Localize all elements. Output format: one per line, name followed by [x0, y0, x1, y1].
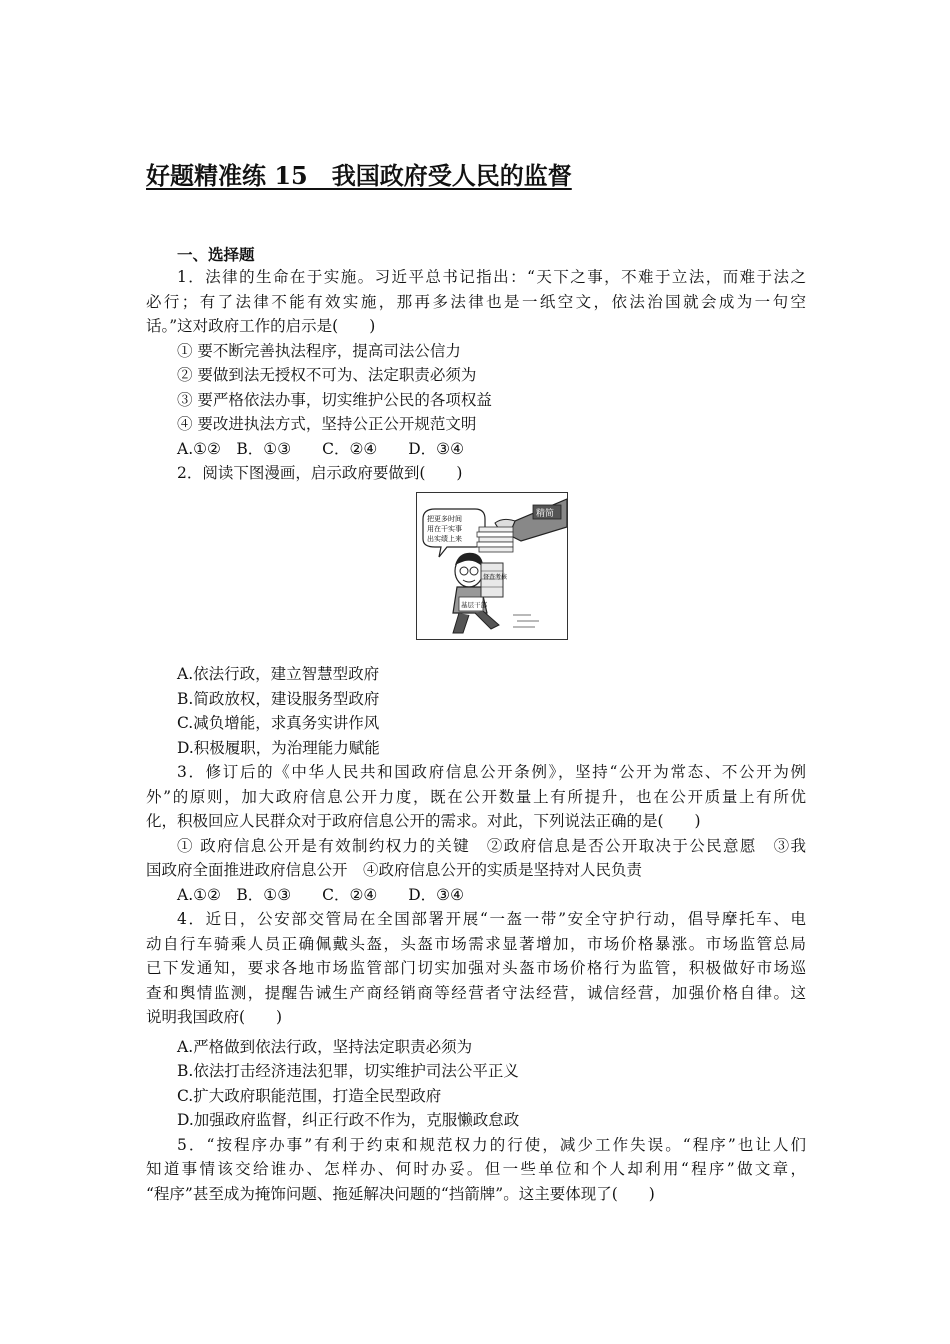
- page-title: 好题精准练 15 我国政府受人民的监督: [146, 161, 572, 190]
- q2-option-a: A.依法行政，建立智慧型政府: [177, 665, 380, 683]
- section-heading: 一、选择题: [177, 245, 255, 264]
- q3-stem-line-2: 外”的原则，加大政府信息公开力度，既在公开数量上有所提升，也在公开质量上有所优: [146, 788, 806, 806]
- q4-option-a: A.严格做到依法行政，坚持法定职责必须为: [177, 1038, 473, 1056]
- q5-stem-line-2: 知道事情该交给谁办、怎样办、何时办妥。但一些单位和个人却利用“程序”做文章，: [146, 1160, 806, 1178]
- arm-label: 精简: [536, 509, 555, 519]
- q5-stem-line-1: 5．“按程序办事”有利于约束和规范权力的行使，减少工作失误。“程序”也让人们: [177, 1136, 806, 1154]
- q2-stem: 2．阅读下图漫画，启示政府要做到( ): [177, 464, 463, 482]
- stack-label: 督查考核: [483, 574, 508, 581]
- bubble-line-1: 把更多时间: [427, 515, 462, 523]
- q2-option-c: C.减负增能，求真务实讲作风: [177, 714, 380, 732]
- q4-stem-line-5: 说明我国政府( ): [146, 1008, 283, 1026]
- q4-stem-line-4: 查和舆情监测，提醒告诫生产商经销商等经营者守法经营，诚信经营，加强价格自律。这: [146, 984, 806, 1002]
- q5-stem-line-3: “程序”甚至成为掩饰问题、拖延解决问题的“挡箭牌”。这主要体现了( ): [146, 1185, 655, 1203]
- q1-stem-line-1: 1．法律的生命在于实施。习近平总书记指出：“天下之事，不难于立法，而难于法之: [177, 268, 806, 286]
- q1-item-2: ② 要做到法无授权不可为、法定职责必须为: [177, 366, 477, 384]
- q1-item-1: ① 要不断完善执法程序，提高司法公信力: [177, 342, 461, 360]
- body-label: 基层干部: [461, 601, 487, 609]
- q4-option-d: D.加强政府监督，纠正行政不作为，克服懒政怠政: [177, 1111, 520, 1129]
- q1-item-3: ③ 要严格依法办事，切实维护公民的各项权益: [177, 391, 492, 409]
- cartoon-figure: [416, 492, 568, 640]
- q2-option-d: D.积极履职，为治理能力赋能: [177, 739, 380, 757]
- q1-stem-line-3: 话。”这对政府工作的启示是( ): [146, 317, 376, 335]
- cartoon-drawing: [417, 493, 567, 639]
- paper-stack-lifted: [477, 527, 513, 552]
- q4-option-b: B.依法打击经济违法犯罪，切实维护司法公平正义: [177, 1062, 519, 1080]
- right-leg: [475, 611, 499, 629]
- q4-stem-line-2: 动自行车骑乘人员正确佩戴头盔，头盔市场需求显著增加，市场价格暴涨。市场监管总局: [146, 935, 806, 953]
- bubble-line-2: 用在干实事: [427, 525, 462, 533]
- q4-stem-line-1: 4．近日，公安部交管局在全国部署开展“一盔一带”安全守护行动，倡导摩托车、电: [177, 910, 806, 928]
- q3-stem-line-1: 3．修订后的《中华人民共和国政府信息公开条例》，坚持“公开为常态、不公开为例: [177, 763, 806, 781]
- left-leg: [453, 613, 469, 633]
- q3-stem-line-3: 化，积极回应人民群众对于政府信息公开的需求。对此，下列说法正确的是( ): [146, 812, 701, 830]
- q3-items-line-1: ① 政府信息公开是有效制约权力的关键 ②政府信息是否公开取决于公民意愿 ③我: [177, 837, 806, 855]
- q4-stem-line-3: 已下发通知，要求各地市场监管部门切实加强对头盔市场价格行为监管，积极做好市场巡: [146, 959, 806, 977]
- bubble-line-3: 出实绩上来: [427, 535, 462, 543]
- q3-items-line-2: 国政府全面推进政府信息公开 ④政府信息公开的实质是坚持对人民负责: [146, 861, 643, 879]
- q4-option-c: C.扩大政府职能范围，打造全民型政府: [177, 1087, 442, 1105]
- q1-stem-line-2: 必行；有了法律不能有效实施，那再多法律也是一纸空文，依法治国就会成为一句空: [146, 293, 806, 311]
- q3-options: A.①② B．①③ C．②④ D．③④: [177, 886, 464, 904]
- q1-item-4: ④ 要改进执法方式，坚持公正公开规范文明: [177, 415, 477, 433]
- q2-option-b: B.简政放权，建设服务型政府: [177, 690, 380, 708]
- q1-options: A.①② B．①③ C．②④ D．③④: [177, 440, 464, 458]
